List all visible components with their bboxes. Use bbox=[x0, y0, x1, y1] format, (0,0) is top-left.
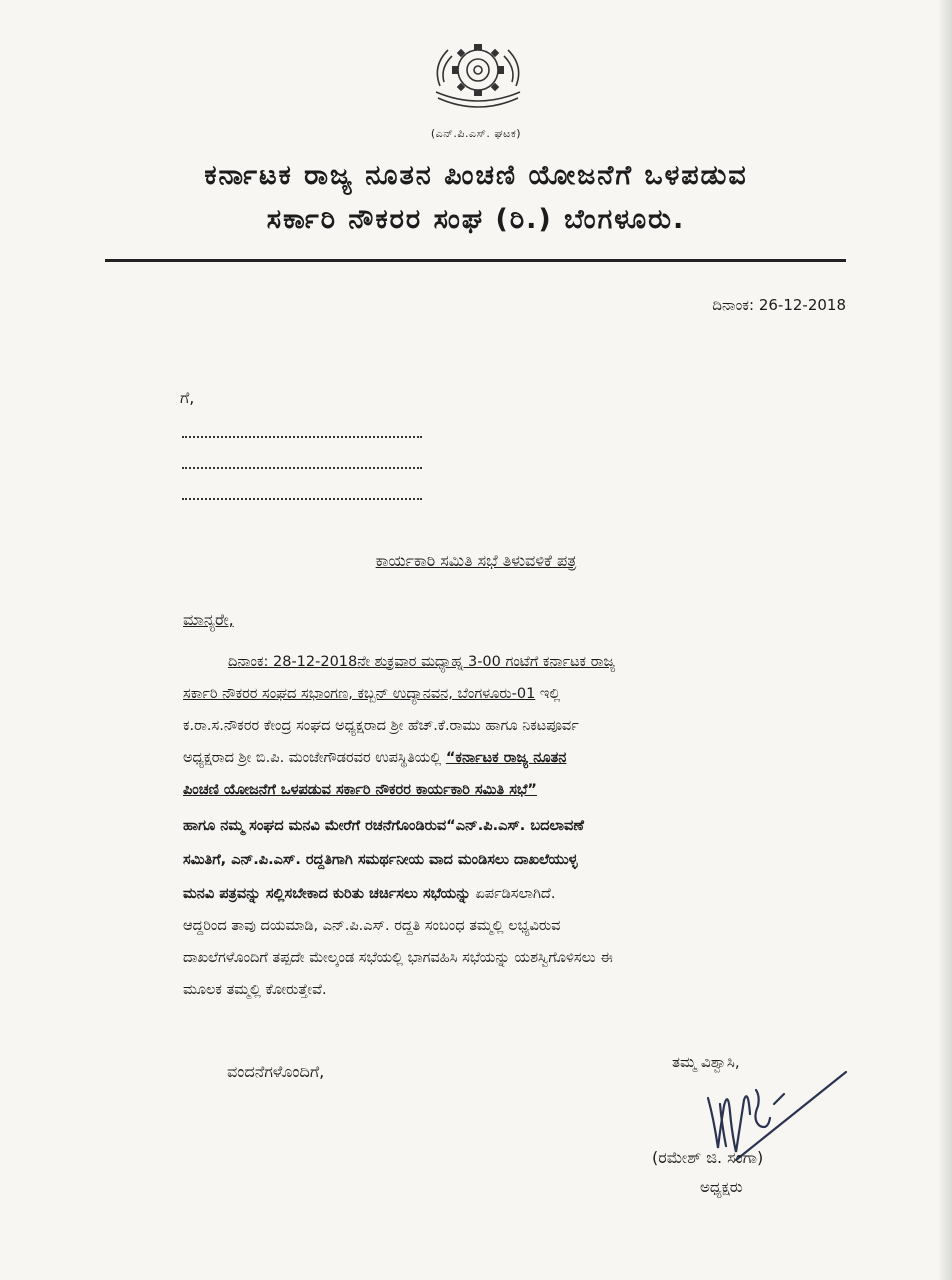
addressee-label: ಗೆ, bbox=[180, 388, 195, 407]
addressee-blank-line-1 bbox=[182, 436, 422, 438]
body-line-7: ಸಮಿತಿಗೆ, ಎನ್.ಪಿ.ಎಸ್. ರದ್ದತಿಗಾಗಿ ಸಮರ್ಥನೀಯ ವಾದ ಮಂಡಿಸಲು ದಾಖಲೆಯುಳ್ಳ bbox=[183, 852, 578, 868]
body-line-8 bbox=[183, 886, 863, 902]
unit-tag: (ಎನ್.ಪಿ.ಎಸ್. ಘಟಕ) bbox=[430, 127, 522, 140]
body-line-4-meeting-name: “ಕರ್ನಾಟಕ ರಾಜ್ಯ ನೂತನ bbox=[445, 750, 567, 766]
title-line-1: ಕರ್ನಾಟಕ ರಾಜ್ಯ ನೂತನ ಪಿಂಚಣಿ ಯೋಜನೆಗೆ ಒಳಪಡುವ bbox=[204, 160, 748, 191]
body-line-3: ಕ.ರಾ.ಸ.ನೌಕರರ ಕೇಂದ್ರ ಸಂಘದ ಅಧ್ಯಕ್ಷರಾದ ಶ್ರೀ ಹೆಚ್.ಕೆ.ರಾಮು ಹಾಗೂ ನಿಕಟಪೂರ್ವ bbox=[183, 718, 579, 734]
body-line-8-tail: ಏರ್ಪಡಿಸಲಾಗಿದೆ. bbox=[470, 886, 556, 902]
body-line-4 bbox=[183, 750, 863, 766]
body-line-9: ಆದ್ದರಿಂದ ತಾವು ದಯಮಾಡಿ, ಎನ್.ಪಿ.ಎಸ್. ರದ್ದತಿ ಸಂಬಂಧ ತಮ್ಮಲ್ಲಿ ಲಭ್ಯವಿರುವ bbox=[183, 918, 561, 934]
letter-date: ದಿನಾಂಕ: 26-12-2018 bbox=[712, 296, 846, 314]
body-line-2 bbox=[183, 686, 863, 702]
body-line-10: ದಾಖಲೆಗಳೊಂದಿಗೆ ತಪ್ಪದೇ ಮೇಲ್ಕಂಡ ಸಭೆಯಲ್ಲಿ ಭಾಗವಹಿಸಿ ಸಭೆಯನ್ನು ಯಶಸ್ವಿಗೊಳಿಸಲು ಈ bbox=[183, 950, 613, 966]
subject-line bbox=[0, 551, 952, 571]
header-rule bbox=[105, 259, 846, 262]
body-line-6: ಹಾಗೂ ನಮ್ಮ ಸಂಘದ ಮನವಿ ಮೇರೆಗೆ ರಚನೆಗೊಂಡಿರುವ“ಎನ್.ಪಿ.ಎಸ್. ಬದಲಾವಣೆ bbox=[183, 818, 584, 834]
signatory-name: (ರಮೇಶ್ ಜಿ. ಸಂಗಾ) bbox=[652, 1148, 764, 1167]
subject-text: ಕಾರ್ಯಕಾರಿ ಸಮಿತಿ ಸಭೆ ತಿಳುವಳಿಕೆ ಪತ್ರ bbox=[375, 551, 577, 570]
body-line-5: ಪಿಂಚಣಿ ಯೋಜನೆಗೆ ಒಳಪಡುವ ಸರ್ಕಾರಿ ನೌಕರರ ಕಾರ್ಯಕಾರಿ ಸಮಿತಿ ಸಭೆ” bbox=[183, 782, 537, 798]
body-line-2-venue: ಸರ್ಕಾರಿ ನೌಕರರ ಸಂಘದ ಸಭಾಂಗಣ, ಕಬ್ಬನ್ ಉದ್ಯಾನವನ, ಬೆಂಗಳೂರು-01 bbox=[183, 686, 536, 702]
body-line-11: ಮೂಲಕ ತಮ್ಮಲ್ಲಿ ಕೋರುತ್ತೇವೆ. bbox=[183, 982, 327, 998]
page-edge-shadow bbox=[938, 0, 952, 1280]
closing: ವಂದನೆಗಳೊಂದಿಗೆ, bbox=[227, 1062, 325, 1081]
body-line-4-lead: ಅಧ್ಯಕ್ಷರಾದ ಶ್ರೀ ಬಿ.ಪಿ. ಮಂಜೇಗೌಡರವರ ಉಪಸ್ಥಿತಿಯಲ್ಲಿ bbox=[183, 750, 446, 766]
yours-faithfully: ತಮ್ಮ ವಿಶ್ವಾಸಿ, bbox=[672, 1053, 740, 1071]
salutation: ಮಾನ್ಯರೇ, bbox=[183, 610, 234, 629]
title-line-2: ಸರ್ಕಾರಿ ನೌಕರರ ಸಂಘ (ರಿ.) ಬೆಂಗಳೂರು. bbox=[266, 204, 686, 235]
addressee-blank-line-3 bbox=[182, 498, 422, 500]
association-emblem-icon bbox=[418, 36, 538, 118]
body-line-1: ದಿನಾಂಕ: 28-12-2018ನೇ ಶುಕ್ರವಾರ ಮಧ್ಯಾಹ್ನ 3-00 ಗಂಟೆಗೆ ಕರ್ನಾಟಕ ರಾಜ್ಯ bbox=[228, 654, 616, 670]
body-line-8-lead: ಮನವಿ ಪತ್ರವನ್ನು ಸಲ್ಲಿಸಬೇಕಾದ ಕುರಿತು ಚರ್ಚಿಸಲು ಸಭೆಯನ್ನು bbox=[183, 886, 471, 902]
addressee-blank-line-2 bbox=[182, 467, 422, 469]
signatory-designation: ಅಧ್ಯಕ್ಷರು bbox=[700, 1178, 743, 1196]
body-line-2-tail: ಇಲ್ಲಿ bbox=[535, 686, 561, 702]
